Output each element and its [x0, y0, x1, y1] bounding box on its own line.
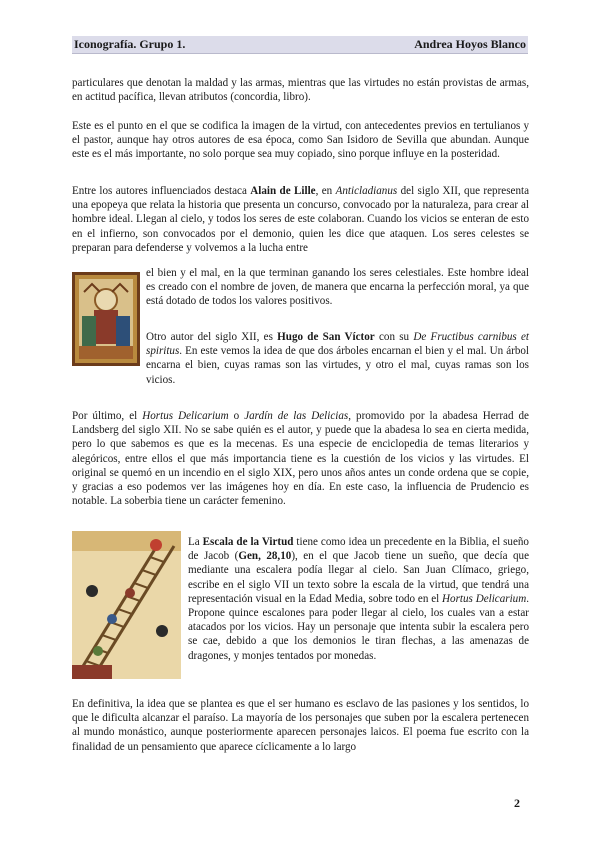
text-run: Por último, el [72, 410, 143, 422]
text-run: , promovido por la abadesa Herrad de Landsberg del siglo XII. No se sabe quién es el autor, y puede que la abadesa lo sea en cierta medida, pero lo que sabemos es que es la mecenas. Es una especie de enciclopedia de temas literarios y alegóricos, entre ellos el que más importancia tiene es la cuestión de los vicios y las virtudes. El original se quemó en un incendio en el siglo XIX, pero unos años antes un conde ordena que se copie, y gracias a eso podemos ver las imágenes hoy en día. En este caso, la influencia de Prudencio es notable. La soberbia tiene un carácter femenino. [72, 410, 529, 508]
paragraph-alain-cont: el bien y el mal, en la que terminan ganando los seres celestiales. Este hombre ideal es creado con el nombre de joven, de manera que encarna la perfección moral, ya que está dotado de todos los valores positivos. [146, 267, 529, 308]
header-course: Iconografía. Grupo 1. [74, 37, 186, 51]
paragraph-codification: Este es el punto en el que se codifica la imagen de la virtud, con antecedentes previos en tertulianos y el pastor, aunque hay otros autores de esa época, como San Isidoro de Sevilla que abundan. Aunque este es el más importante, no solo porque sea muy copiado, sino porque influye en la posteridad. [72, 120, 529, 161]
page-number: 2 [514, 796, 520, 810]
page-header [72, 36, 528, 54]
text-run: La [188, 536, 203, 548]
bible-reference: Gen, 28,10 [238, 550, 292, 563]
work-title: Jardín de las Delicias [244, 410, 349, 422]
ladder-of-virtue-image [72, 531, 181, 679]
text-run: Entre los autores influenciados destaca [72, 185, 251, 197]
paragraph-conclusion: En definitiva, la idea que se plantea es que el ser humano es esclavo de las pasiones y los sentidos, lo que le dificulta alcanzar el paraíso. La mayoría de los personajes que suben por la escalera pertenecen al mundo monástico, aunque posteriormente aparecen personajes laicos. El poema fue escrito con la finalidad de un pensamiento que aparece cíclicamente a lo largo [72, 698, 529, 753]
manuscript-illustration [72, 272, 140, 366]
work-title: Hortus Delicarium [142, 410, 229, 422]
header-author: Andrea Hoyos Blanco [414, 37, 526, 51]
ladder-illustration [72, 531, 181, 679]
paragraph-hortus [72, 409, 529, 508]
work-title: De Fructibus carnibus et spiritus [146, 331, 529, 358]
text-run: Otro autor del siglo XII, es [146, 331, 278, 343]
work-title: Hortus Delicarium [442, 592, 527, 605]
text-run: tiene como idea un precedente en la Biblia, el sueño de Jacob ( [188, 536, 529, 563]
text-run: con su [374, 331, 414, 343]
text-run: . Propone quince escalones para poder llegar al cielo, los cuales van a estar atacados por los vicios. Hay un personaje que intenta subir la escalera pero se cae, debido a que los demonios le tiran flechas, a las amenazas de dragones, y monjes tentados por monedas. [188, 592, 530, 662]
paragraph-escala [188, 535, 529, 663]
paragraph-hugo [146, 330, 529, 387]
text-run: del siglo XII, que representa una epopeya que relata la historia que presenta un concurso, convocado por la naturaleza, para crear al hombre ideal. Llegan al cielo, y todos los seres de este colaboran. Cuando los vicios se enteran de esto en el infierno, son convocados por el demonio, quien les dice que ataquen. Los seres celestes se preparan para defenderse y volvemos a la lucha entre [72, 185, 530, 254]
text-run: ), en el que Jacob tiene un sueño, que decía que mediante una escalera podía llegar al cielo. San Juan Clímaco, griego, escribe en el siglo VII un texto sobre la escala de la virtud, que tendrá una representación visual en la Edad Media, sobre todo en el [188, 550, 529, 605]
text-run: , en [315, 185, 336, 197]
paragraph-virtues: particulares que denotan la maldad y las armas, mientras que las virtudes no están provistas de armas, en actitud pacífica, llevan atributos (concordia, libro). [72, 77, 529, 104]
author-name: Hugo de San Víctor [277, 331, 375, 343]
author-name: Alain de Lille [250, 185, 316, 197]
text-run: o [228, 410, 245, 422]
work-title: Anticladianus [335, 185, 398, 197]
text-run: . En este vemos la idea de que dos árboles encarnan el bien y el mal. Un árbol encarna el bien, cuyas ramas son las virtudes, y otro el mal, cuyas ramas son los vicios. [146, 345, 529, 386]
concept-name: Escala de la Virtud [202, 536, 294, 548]
illumination-image [72, 272, 140, 366]
paragraph-alain [72, 184, 529, 255]
